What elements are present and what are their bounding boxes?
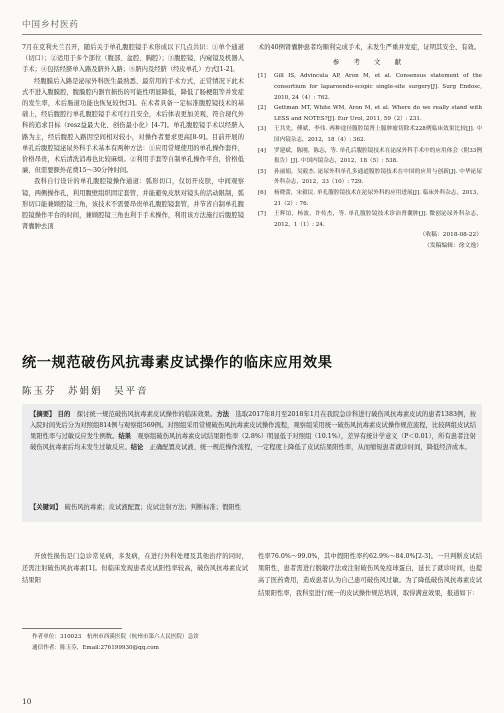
keywords-label: 【关键词】 bbox=[30, 504, 59, 511]
reference-item: [5] 孙丽娟，吴毅杰. 泌尿外科单孔多通道腹腔镜技术在中国的应用与创新[J]. 中华泌尿外科杂志，2012，33（10）: 729. bbox=[258, 168, 482, 186]
footnote-rule bbox=[22, 628, 122, 629]
abstract-text: 观察组破伤风抗毒素皮试结果阳性率（2.8%）明显低于对照组（10.1%），差异有统计学意义（P＜0.01），所有患者注射破伤风抗毒素后均未发生过敏反应。 bbox=[30, 433, 477, 452]
article-authors: 陈玉芬 苏娟娟 吴平音 bbox=[22, 386, 149, 397]
reference-item: [3] 王共先，傅斌，李伟. 两种途径腹腔镜肾上腺肿瘤切除术228例临床效果比较[J]. 中国内镜杂志，2012，18（4）: 362. bbox=[258, 126, 482, 143]
reference-item: [1] Gill IS, Advincula AP, Aron M, et al. Consensus statement of the consortium for laparoendo-scopic single-site surgery[J]. Surg Endosc, 2010, 24（4）: 762. bbox=[258, 73, 482, 101]
author-affiliation: 作者单位：310023 杭州市西溪医院（杭州市第六人民医院）急诊 bbox=[32, 634, 199, 640]
corresponding-author: 通信作者：陈玉芬，Email:276199930@qq.com bbox=[32, 644, 159, 651]
abstract-label: 方法 bbox=[216, 411, 230, 418]
article-title: 统一规范破伤风抗毒素皮试操作的临床应用效果 bbox=[22, 355, 333, 371]
previous-article-right-column bbox=[258, 42, 482, 251]
abstract-label: 【摘要】 目的 bbox=[30, 411, 71, 418]
abstract-text: 探讨统一规范破伤风抗毒素皮试操作的临床效果。 bbox=[76, 411, 217, 418]
abstract-text: 选取2017年8月至2018年1月在我院急诊科进行破伤风抗毒素皮试的患者1383例，按入院时间先后分为对照组814例与观察组569例。对照组采用常规破伤风抗毒素皮试操作流程，观察组采用统一破伤风抗毒素皮试操作规范流程，比较两组皮试结果阳性率与过敏反应发生例数。 bbox=[30, 411, 477, 441]
paragraph: 性率76.0%～99.0%，其中假阳性率约62.9%～84.0%[2-3]。一旦判断皮试结果阳性，患者需进行脱敏疗法或注射破伤风免疫球蛋白，延长了就诊时间，也提高了医药费用，造成患者认为自己患可破伤风过敏。为了降低破伤风抗毒素皮试结果阳性率，我科室进行统一的皮试操作规范培训，取得满意效果，报道如下： bbox=[258, 553, 482, 597]
paragraph: 术的40例肾囊肿患者均顺利完成手术，未发生严重并发症，证明其安全、有效。 bbox=[258, 44, 481, 51]
header-rule bbox=[22, 34, 482, 35]
keywords bbox=[30, 502, 476, 513]
reference-item: [7] 王辉谊，杨波，许传杰，等. 单孔腹腔镜技术诊治肾囊肿[J]. 微创泌尿外科杂志，2012，1（1）: 24. bbox=[258, 211, 482, 228]
received-date: （收稿：2018-08-22） bbox=[419, 232, 482, 239]
keywords-text: 破伤风抗毒素；皮试液配置；皮试注射方法；判断标准；假阳性 bbox=[64, 504, 241, 511]
paragraph: 经腹膜后入路是泌尿外科医生最熟悉、最常用的手术方式，正常情况下此术式不进入腹膜腔，腹膜腔内器官损伤的可能性明显降低，降低了肠梗阻等并发症的发生率，术后肠道功能也恢复较快[3]。在术者具备一定标准腹腔镜技术的基础上，经后腹腔行单孔腹腔镜手术可行且安全，术后体表更加美观，符合现代外科的追求目标（resz益最大化、创伤最小化）[4-7]。单孔腹腔镜手术以经脐入路为主，经后腹腔入路因空间相对较小，对操作者要求更高[8-9]。目前开展的单孔后腹腔镜泌尿外科手术基本有两种方法：①应用常规使用的单孔操作套件，价格昂贵，术后清洗消毒也比较麻烦。②利用手套等自制单孔操作平台，价格低廉，但需要额外花费15～30分钟时间。 bbox=[22, 77, 244, 175]
page-number: 10 bbox=[22, 697, 32, 706]
abstract bbox=[30, 409, 476, 453]
paragraph: 开放性损伤是门急诊常见病，多发病，在进行外科处理及其他治疗的同时，还需注射破伤风抗毒素[1]。但临床发现患者皮试阳性率较高，破伤风抗毒素皮试结果阳 bbox=[22, 553, 248, 585]
article-body-right bbox=[258, 551, 482, 600]
references-heading: 参 考 文 献 bbox=[332, 58, 408, 67]
abstract-label: 结果 bbox=[118, 433, 132, 441]
abstract-text: 正确配置皮试液、统一规范操作流程，一定程度上降低了皮试结果阳性率，从而缩短患者就诊时间，降低经济成本。 bbox=[149, 444, 471, 452]
paragraph: 我科自行设计的单孔腹腔镜操作通道：弧形切口，仅切开皮肤，中间观察镜，两侧操作孔，利用腹壁组织固定套管，并能避免皮肤对镜头的活动限制，弧形切口能兼顾腔镜三角，该技术不需要昂贵单孔腹腔镜套管，并节省自制单孔腹腔镜操作平台的时间，兼顾腔镜三角也利于手术操作，利用该方法施行后腹腔镜肾囊肿去顶 bbox=[22, 178, 244, 231]
paragraph: 7月在克利夫兰召开，随后关于单孔腹腔镜手术形成以下几点共识：①单个通道（切口）；②适用于多个部位（腹部、盆腔、胸腔）；③腹腔镜、内窥镜及机器人手术；④包括经脐单入路及脐外入路；⑤脐内及经脐（经皮单孔）方式[1-2]。 bbox=[22, 44, 244, 74]
reference-item: [2] Gettman MT, White WM, Aron M, et al. Where do we really stand with LESS and NOTES?[J]. Eur Urol, 2011, 59（2）: 231. bbox=[258, 105, 482, 122]
editor-note: （发稿编辑：徐文逸） bbox=[424, 242, 482, 249]
reference-item: [6] 杨晓蕾，宋毅民. 单孔腹腔镜技术在泌尿外科的应用进展[J]. 临床外科杂志，2013，21（2）: 76. bbox=[258, 189, 482, 207]
reference-item: [4] 罗建斌，陈刚，陈志，等. 单孔后腹腔镜技术在泌尿外科手术中的应用体会（附33例报告）[J]. 中国内镜杂志，2012，18（5）: 538. bbox=[258, 147, 482, 165]
article-body-left bbox=[22, 551, 248, 588]
previous-article-left-column bbox=[22, 42, 244, 232]
abstract-label: 结论 bbox=[130, 444, 144, 452]
journal-name: 中国乡村医药 bbox=[22, 20, 80, 30]
footnote bbox=[22, 632, 248, 653]
